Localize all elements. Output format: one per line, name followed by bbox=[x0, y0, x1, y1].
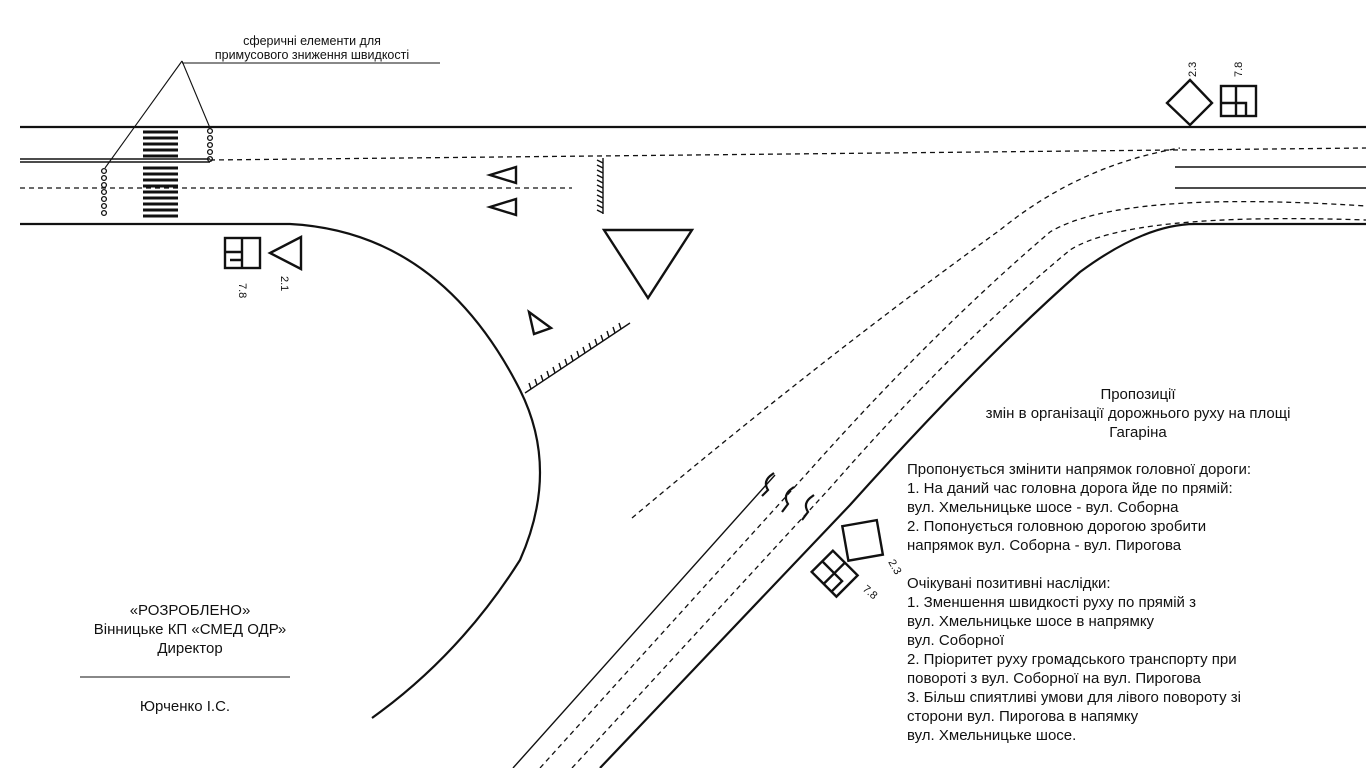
proposal-line bbox=[907, 555, 1362, 574]
annotation-line-2: примусового зниження швидкості bbox=[214, 48, 410, 62]
proposal-line: Пропонується змінити напрямок головної дороги: bbox=[907, 461, 1252, 478]
proposal-line: 3. Більш спиятливі умови для лівого повороту зі bbox=[907, 689, 1241, 706]
proposal-title-1: Пропозиції bbox=[1100, 386, 1176, 403]
proposal-title-3: Гагаріна bbox=[1109, 424, 1167, 441]
stop-line-teeth bbox=[529, 160, 621, 389]
proposal-line: напрямок вул. Соборна - вул. Пирогова bbox=[907, 537, 1182, 554]
developed-line-2: Вінницьке КП «СМЕД ОДР» bbox=[93, 621, 287, 638]
sign-label-2-1: 2.1 bbox=[278, 276, 290, 292]
main-road-sign-icon bbox=[1167, 80, 1212, 125]
proposal-line: 1. На даний час головна дорога йде по прямій: bbox=[907, 480, 1233, 497]
proposal-line: вул. Соборної bbox=[907, 632, 1005, 649]
developed-line-3: Директор bbox=[157, 640, 223, 657]
main-road-direction-sign-icon bbox=[812, 551, 858, 597]
proposal-title bbox=[900, 385, 1366, 442]
sign-label-2-3: 2.3 bbox=[1187, 61, 1199, 77]
spherical-speed-elements bbox=[102, 129, 213, 216]
sign-label-2-3: 2.3 bbox=[885, 557, 904, 577]
proposal-line: вул. Хмельницьке шосе - вул. Соборна bbox=[907, 499, 1179, 516]
proposal-line: повороті з вул. Соборної на вул. Пирогова bbox=[907, 670, 1201, 687]
proposal-line: вул. Хмельницьке шосе. bbox=[907, 727, 1077, 744]
annotation-leader bbox=[105, 61, 440, 168]
proposal-line: вул. Хмельницьке шосе в напрямку bbox=[907, 613, 1155, 630]
proposal-line: сторони вул. Пирогова в напямку bbox=[907, 708, 1139, 725]
sign-label-7-8: 7.8 bbox=[860, 583, 880, 603]
annotation-line-1: сферичні елементи для bbox=[243, 34, 381, 48]
sign-label-7-8: 7.8 bbox=[236, 283, 248, 299]
main-road-direction-sign-icon bbox=[225, 238, 260, 268]
main-road-sign-icon bbox=[842, 520, 883, 561]
diagonal-solid-line bbox=[513, 475, 775, 768]
proposal-line: 1. Зменшення швидкості руху по прямій з bbox=[907, 594, 1196, 611]
zebra-crossing bbox=[143, 132, 178, 216]
annotation-label bbox=[182, 34, 442, 62]
signer-name: Юрченко І.С. bbox=[139, 698, 231, 715]
proposal-line: Очікувані позитивні наслідки: bbox=[907, 575, 1111, 592]
developed-block bbox=[50, 601, 330, 658]
proposal-title-2: змін в організації дорожнього руху на площі bbox=[985, 405, 1291, 422]
stop-line bbox=[525, 158, 630, 393]
proposal-line: 2. Попонується головною дорогою зробити bbox=[907, 518, 1207, 535]
sign-label-7-8: 7.8 bbox=[1233, 61, 1245, 77]
centre-dashed-line bbox=[210, 148, 1366, 160]
proposal-text bbox=[907, 460, 1362, 745]
main-road-direction-sign-icon bbox=[1221, 86, 1256, 116]
give-way-sign-icon bbox=[270, 237, 301, 269]
give-way-marking bbox=[490, 167, 692, 334]
developed-line-1: «РОЗРОБЛЕНО» bbox=[129, 602, 251, 619]
proposal-line: 2. Пріоритет руху громадського транспорту при bbox=[907, 651, 1237, 668]
